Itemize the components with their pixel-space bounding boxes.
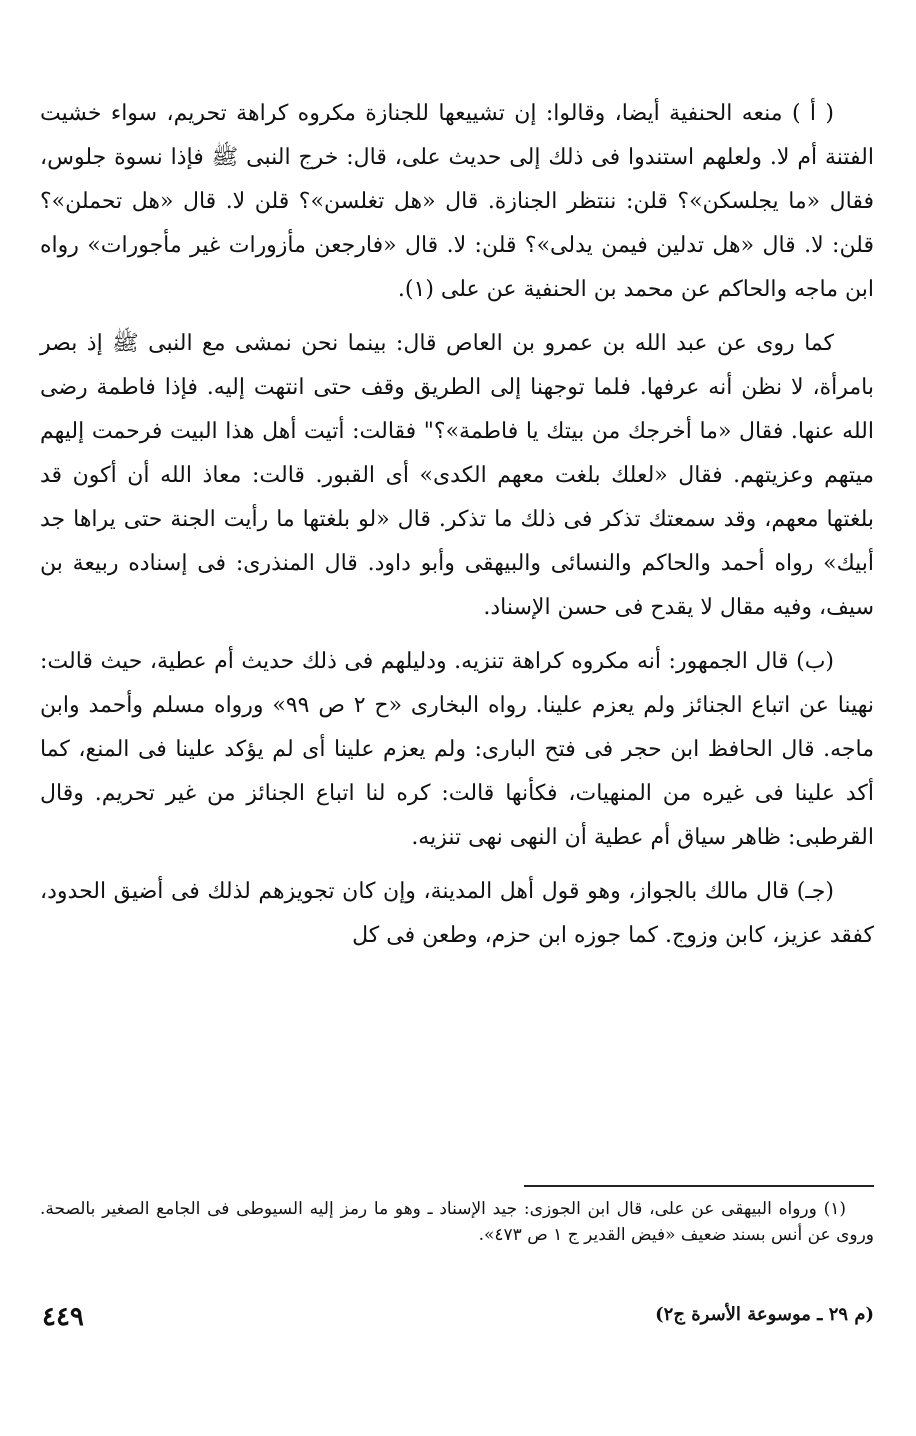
- paragraph-jumhur: (ب) قال الجمهور: أنه مكروه كراهة تنزيه. ودليلهم فى ذلك حديث أم عطية، حيث قالت: نهينا عن اتباع الجنائز ولم يعزم علينا. رواه البخارى «ح ٢ ص ٩٩» ورواه مسلم وأحمد وابن ماجه. قال الحافظ ابن حجر فى فتح البارى: ولم يعزم علينا أى لم يؤكد علينا فى المنع، كما أكد علينا فى غيره من المنهيات، فكأنها قالت: كره لنا اتباع الجنائز من غير تحريم. وقال القرطبى: ظاهر سياق أم عطية أن النهى نهى تنزيه.: [40, 649, 874, 850]
- page: [40, 92, 874, 1436]
- footnote: (١) ورواه البيهقى عن على، قال ابن الجوزى: جيد الإسناد ـ وهو ما رمز إليه السيوطى فى الجامع الصغير بالصحة. وروى عن أنس بسند ضعيف «فيض القدير ج ١ ص ٤٧٣».: [40, 1199, 874, 1245]
- footnote-divider: [524, 1185, 874, 1187]
- paragraph-fatima-hadith: كما روى عن عبد الله بن عمرو بن العاص قال: بينما نحن نمشى مع النبى ﷺ إذ بصر بامرأة، لا نظن أنه عرفها. فلما توجهنا إلى الطريق وقف حتى انتهت إليه. فإذا فاطمة رضى الله عنها. فقال «ما أخرجك من بيتك يا فاطمة»؟" فقالت: أتيت أهل هذا البيت فرحمت إليهم ميتهم وعزيتهم. فقال «لعلك بلغت معهم الكدى» أى القبور. قالت: معاذ الله أن أكون قد بلغتها معهم، وقد سمعتك تذكر فى ذلك ما تذكر. قال «لو بلغتها ما رأيت الجنة حتى يراها جد أبيك» رواه أحمد والحاكم والنسائى والبيهقى وأبو داود. قال المنذرى: فى إسناده ربيعة بن سيف، وفيه مقال لا يقدح فى حسن الإسناد.: [40, 331, 874, 620]
- paragraph-hanafi: ( أ ) منعه الحنفية أيضا، وقالوا: إن تشييعها للجنازة مكروه كراهة تحريم، سواء خشيت الفتنة أم لا. ولعلهم استندوا فى ذلك إلى حديث على، قال: خرج النبى ﷺ فإذا نسوة جلوس، فقال «ما يجلسكن»؟ قلن: ننتظر الجنازة. قال «هل تغلسن»؟ قلن لا. قال «هل تحملن»؟ قلن: لا. قال «هل تدلين فيمن يدلى»؟ قلن: لا. قال «فارجعن مأزورات غير مأجورات» رواه ابن ماجه والحاكم عن محمد بن الحنفية عن على (١).: [40, 101, 874, 302]
- signature-mark: (م ٢٩ ـ موسوعة الأسرة ج٢): [655, 1304, 874, 1325]
- page-number: ٤٤٩: [42, 1302, 84, 1332]
- paragraph-malik: (جـ) قال مالك بالجواز، وهو قول أهل المدينة، وإن كان تجويزهم لذلك فى أضيق الحدود، كفقد عزيز، كابن وزوج. كما جوزه ابن حزم، وطعن فى كل: [40, 879, 874, 948]
- page-footer: [40, 1304, 874, 1344]
